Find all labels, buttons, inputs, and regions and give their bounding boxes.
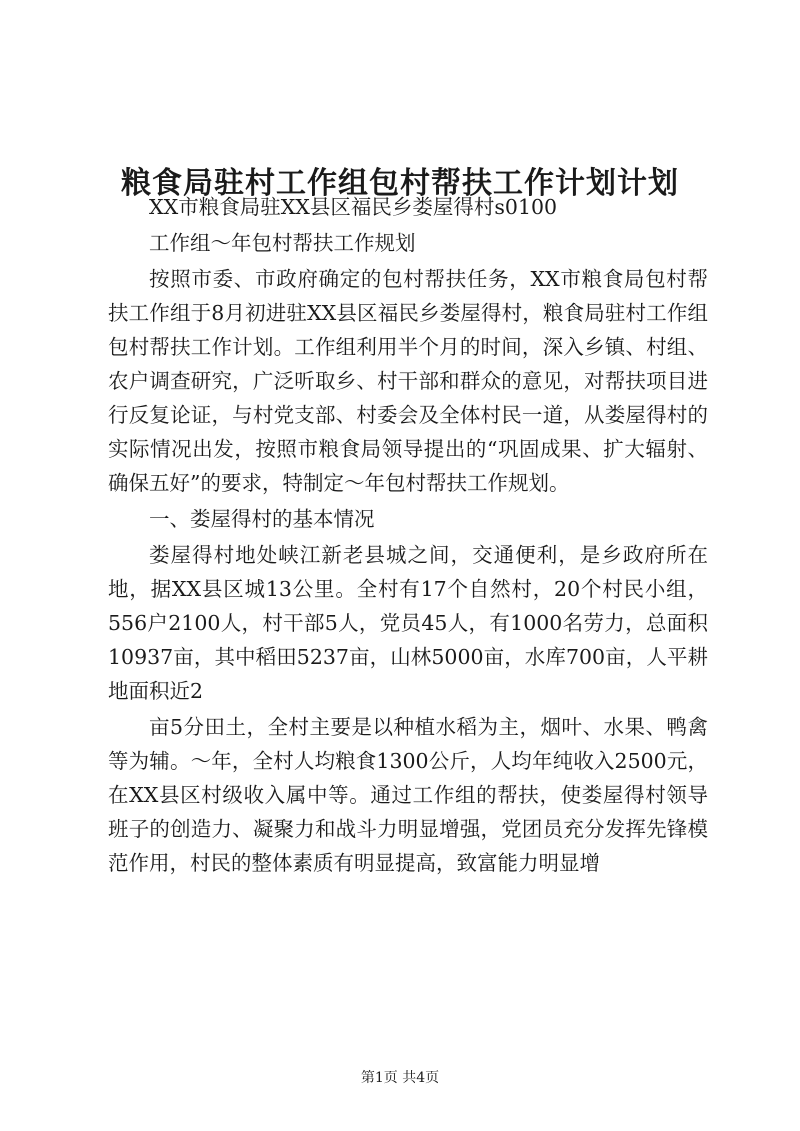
paragraph-village-economy: 亩5分田土，全村主要是以种植水稻为主，烟叶、水果、鸭禽等为辅。～年，全村人均粮食1300公斤，人均年纯收入2500元，在XX县区村级收入属中等。通过工作组的帮扶，使娄屋得村领导班子的创造力、凝聚力和战斗力明显增强，党团员充分发挥先锋模范作用，村民的整体素质有明显提高，致富能力明显增 [108,715,708,875]
paragraph-village-overview: 娄屋得村地处峡江新老县城之间，交通便利，是乡政府所在地，据XX县区城13公里。全村有17个自然村，20个村民小组，556户2100人，村干部5人，党员45人，有1000名劳力，总面积10937亩，其中稻田5237亩，山林5000亩，水库700亩，人平耕地面积近2 [108,543,708,703]
page-number-footer: 第1页 共4页 [360,1070,440,1086]
section-heading-basic-situation: 一、娄屋得村的基本情况 [149,507,375,531]
paragraph-subtitle-line-1: XX市粮食局驻XX县区福民乡娄屋得村s0100 [149,195,558,219]
document-body [108,190,708,882]
paragraph-introduction: 按照市委、市政府确定的包村帮扶任务，XX市粮食局包村帮扶工作组于8月初进驻XX县区福民乡娄屋得村，粮食局驻村工作组包村帮扶工作计划。工作组利用半个月的时间，深入乡镇、村组、农户调查研究，广泛听取乡、村干部和群众的意见，对帮扶项目进行反复论证，与村党支部、村委会及全体村民一道，从娄屋得村的实际情况出发，按照市粮食局领导提出的“巩固成果、扩大辐射、确保五好”的要求，特制定～年包村帮扶工作规划。 [108,267,708,495]
paragraph-subtitle-line-2: 工作组～年包村帮扶工作规划 [149,231,416,255]
document-title: 粮食局驻村工作组包村帮扶工作计划计划 [121,166,679,202]
